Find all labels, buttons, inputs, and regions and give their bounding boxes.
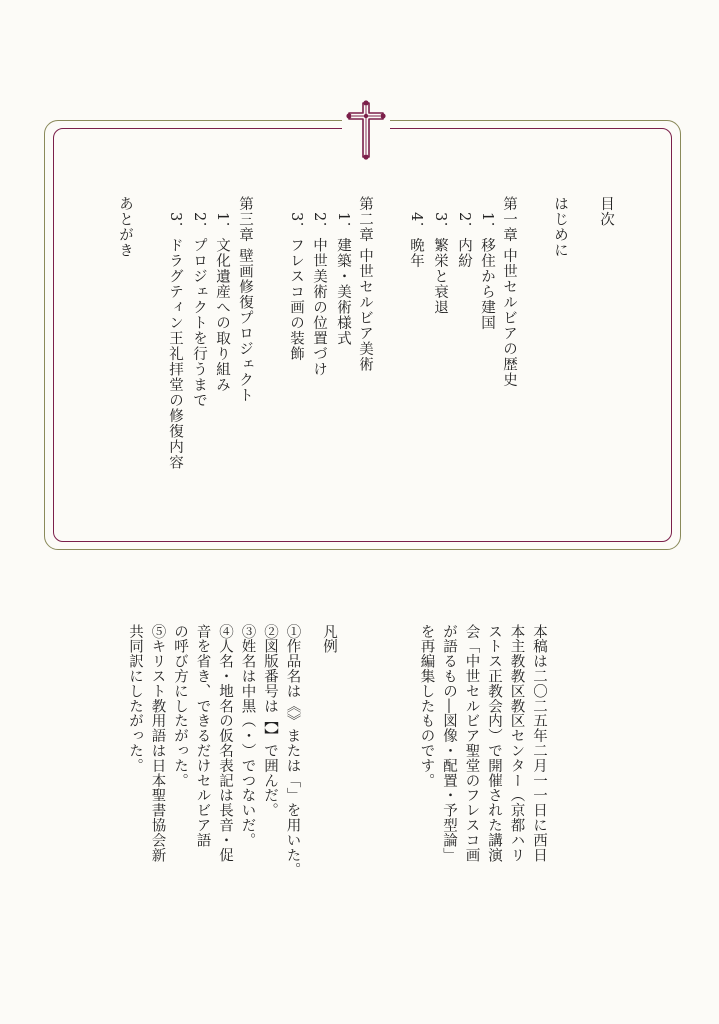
notes-line: の呼び方にしたがった。 [172,624,188,788]
toc-chapter-3[interactable]: 第三章 壁画修復プロジェクト [237,196,253,404]
intro-line: 会「中世セルビア聖堂のフレスコ画 [463,624,480,863]
notes-line: 音を省き、できるだけセルビア語 [194,624,211,848]
toc-title: 目次 [598,196,614,227]
toc-chapter-1-item[interactable]: 1．移住から建国 [479,212,495,331]
toc-chapter-2-item[interactable]: 1．建築・美術様式 [335,212,351,347]
toc-chapter-2-item[interactable]: 3．フレスコ画の装飾 [288,212,304,362]
toc-chapter-1-item[interactable]: 3．繁栄と衰退 [432,212,448,316]
intro-line: が語るもの―図像・配置・予型論」 [441,624,457,863]
toc-chapter-1-item[interactable]: 2．内紛 [456,212,472,269]
toc-chapter-3-item[interactable]: 2．プロジェクトを行うまで [191,212,207,409]
toc-chapter-3-item[interactable]: 1．文化遺産への取り組み [214,212,230,393]
intro-line: 本稿は二〇二五年二月一一日に西日 [531,624,547,863]
intro-line: ストス正教会内）で開催された講演 [486,624,502,863]
notes-line: ①作品名は《》または「」を用いた。 [284,624,301,878]
toc-chapter-2-item[interactable]: 2．中世美術の位置づけ [311,212,327,378]
toc-chapter-2[interactable]: 第二章 中世セルビア美術 [357,196,373,373]
notes-title: 凡例 [321,624,337,654]
toc-chapter-1[interactable]: 第一章 中世セルビアの歴史 [501,196,517,388]
toc-entry-afterword[interactable]: あとがき [117,196,133,258]
intro-line: 本主教教区教区センター（京都ハリ [508,624,525,863]
notes-line: ③姓名は中黒（・）でつないだ。 [239,624,256,848]
intro-paragraph [380,624,550,924]
notes-line: ②図版番号は【】で囲んだ。 [262,624,278,818]
orthodox-cross-icon [346,100,386,160]
toc-chapter-3-item[interactable]: 3．ドラグティン王礼拝堂の修復内容 [167,212,183,471]
toc-chapter-1-item[interactable]: 4．晩年 [408,212,424,269]
toc-entry-intro[interactable]: はじめに [552,196,568,258]
intro-line: を再編集したものです。 [418,624,435,788]
notes-section [127,624,340,924]
notes-line: ④人名・地名の仮名表記は長音・促 [217,624,233,863]
notes-line: 共同訳にしたがった。 [127,624,143,773]
notes-line: ⑤キリスト教用語は日本聖書協会新 [149,624,166,863]
